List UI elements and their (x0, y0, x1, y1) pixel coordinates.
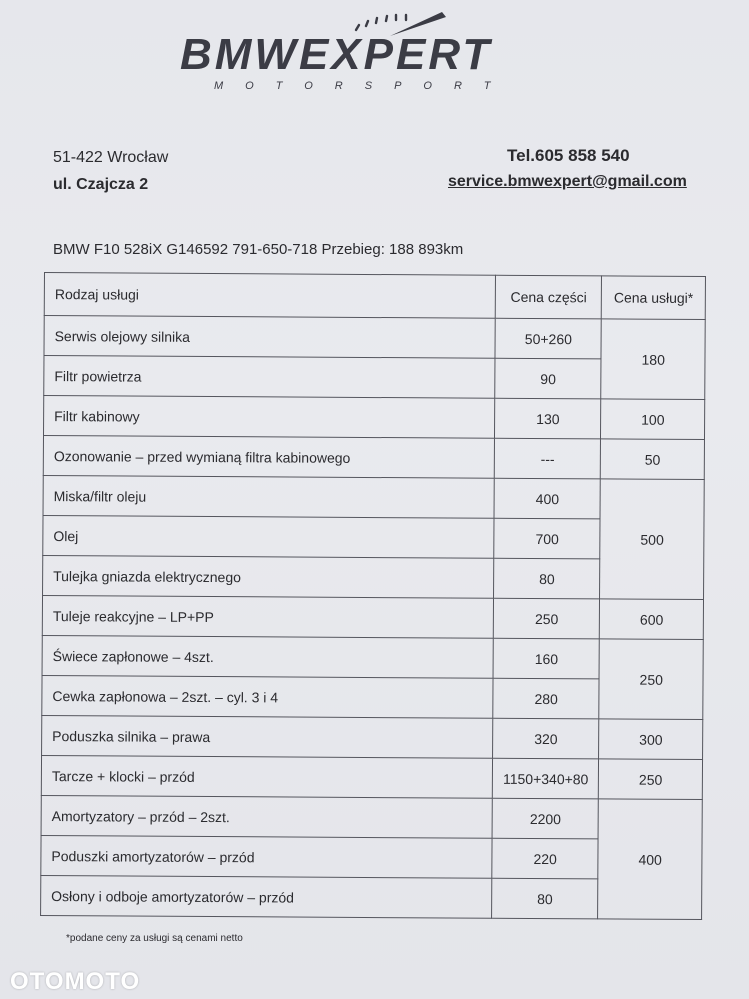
header-parts-price: Cena części (495, 275, 602, 319)
header-labor-price: Cena usługi* (602, 276, 706, 320)
service-name: Olej (43, 515, 494, 558)
service-name: Filtr kabinowy (44, 396, 495, 439)
parts-price: --- (494, 438, 601, 479)
labor-price: 180 (601, 319, 705, 400)
parts-price: 2200 (492, 798, 599, 839)
email-link[interactable]: service.bmwexpert@gmail.com (448, 173, 687, 190)
parts-price: 220 (492, 838, 599, 879)
labor-price: 100 (601, 399, 705, 440)
service-name: Miska/filtr oleju (43, 475, 494, 518)
labor-price: 300 (599, 719, 703, 760)
service-name: Cewka zapłonowa – 2szt. – cyl. 3 i 4 (42, 675, 493, 718)
table-row (42, 595, 703, 639)
service-name: Serwis olejowy silnika (44, 316, 495, 359)
service-name: Tarcze + klocki – przód (41, 755, 492, 798)
labor-price: 500 (600, 479, 704, 600)
table-row (44, 396, 705, 440)
table-row (42, 715, 703, 759)
table-row (44, 316, 705, 360)
parts-price: 80 (494, 558, 601, 599)
labor-price: 250 (599, 759, 703, 800)
vehicle-info: BMW F10 528iX G146592 791-650-718 Przebieg: 188 893km (53, 241, 464, 258)
parts-price: 320 (493, 718, 600, 759)
service-name: Filtr powietrza (44, 356, 495, 399)
table-row (41, 795, 702, 839)
logo-wordmark: BMWEXPERT (180, 30, 493, 79)
table-row (42, 635, 703, 679)
service-name: Poduszka silnika – prawa (42, 715, 493, 758)
service-name: Poduszki amortyzatorów – przód (41, 835, 492, 878)
parts-price: 400 (494, 478, 601, 519)
parts-price: 160 (493, 638, 600, 679)
company-logo (180, 8, 570, 100)
labor-price: 250 (599, 639, 703, 720)
service-name: Tuleje reakcyjne – LP+PP (42, 595, 493, 638)
service-name: Świece zapłonowe – 4szt. (42, 635, 493, 678)
parts-price: 1150+340+80 (492, 758, 599, 799)
parts-price: 280 (493, 678, 600, 719)
parts-price: 700 (494, 518, 601, 559)
labor-price: 50 (601, 439, 705, 480)
parts-price: 130 (495, 398, 602, 439)
watermark-logo: OTOMOTO (10, 968, 141, 995)
service-name: Amortyzatory – przód – 2szt. (41, 795, 492, 838)
table-row (43, 475, 704, 519)
parts-price: 250 (493, 598, 600, 639)
phone-number: Tel.605 858 540 (507, 146, 630, 165)
address-street: ul. Czajcza 2 (53, 176, 149, 193)
address-city: 51-422 Wrocław (53, 149, 169, 166)
labor-price: 600 (600, 599, 704, 640)
table-header-row (44, 273, 705, 320)
service-name: Ozonowanie – przed wymianą filtra kabinowego (43, 436, 494, 479)
service-price-table (40, 272, 706, 920)
header-service: Rodzaj usługi (44, 273, 495, 319)
labor-price: 400 (598, 799, 702, 920)
logo-subtitle: MOTORSPORT (214, 80, 513, 92)
table-row (41, 755, 702, 799)
parts-price: 80 (492, 878, 599, 919)
service-name: Osłony i odboje amortyzatorów – przód (41, 875, 492, 918)
parts-price: 50+260 (495, 318, 602, 359)
table-row (43, 436, 704, 480)
service-name: Tulejka gniazda elektrycznego (43, 555, 494, 598)
parts-price: 90 (495, 358, 602, 399)
footnote: *podane ceny za usługi są cenami netto (66, 933, 243, 944)
